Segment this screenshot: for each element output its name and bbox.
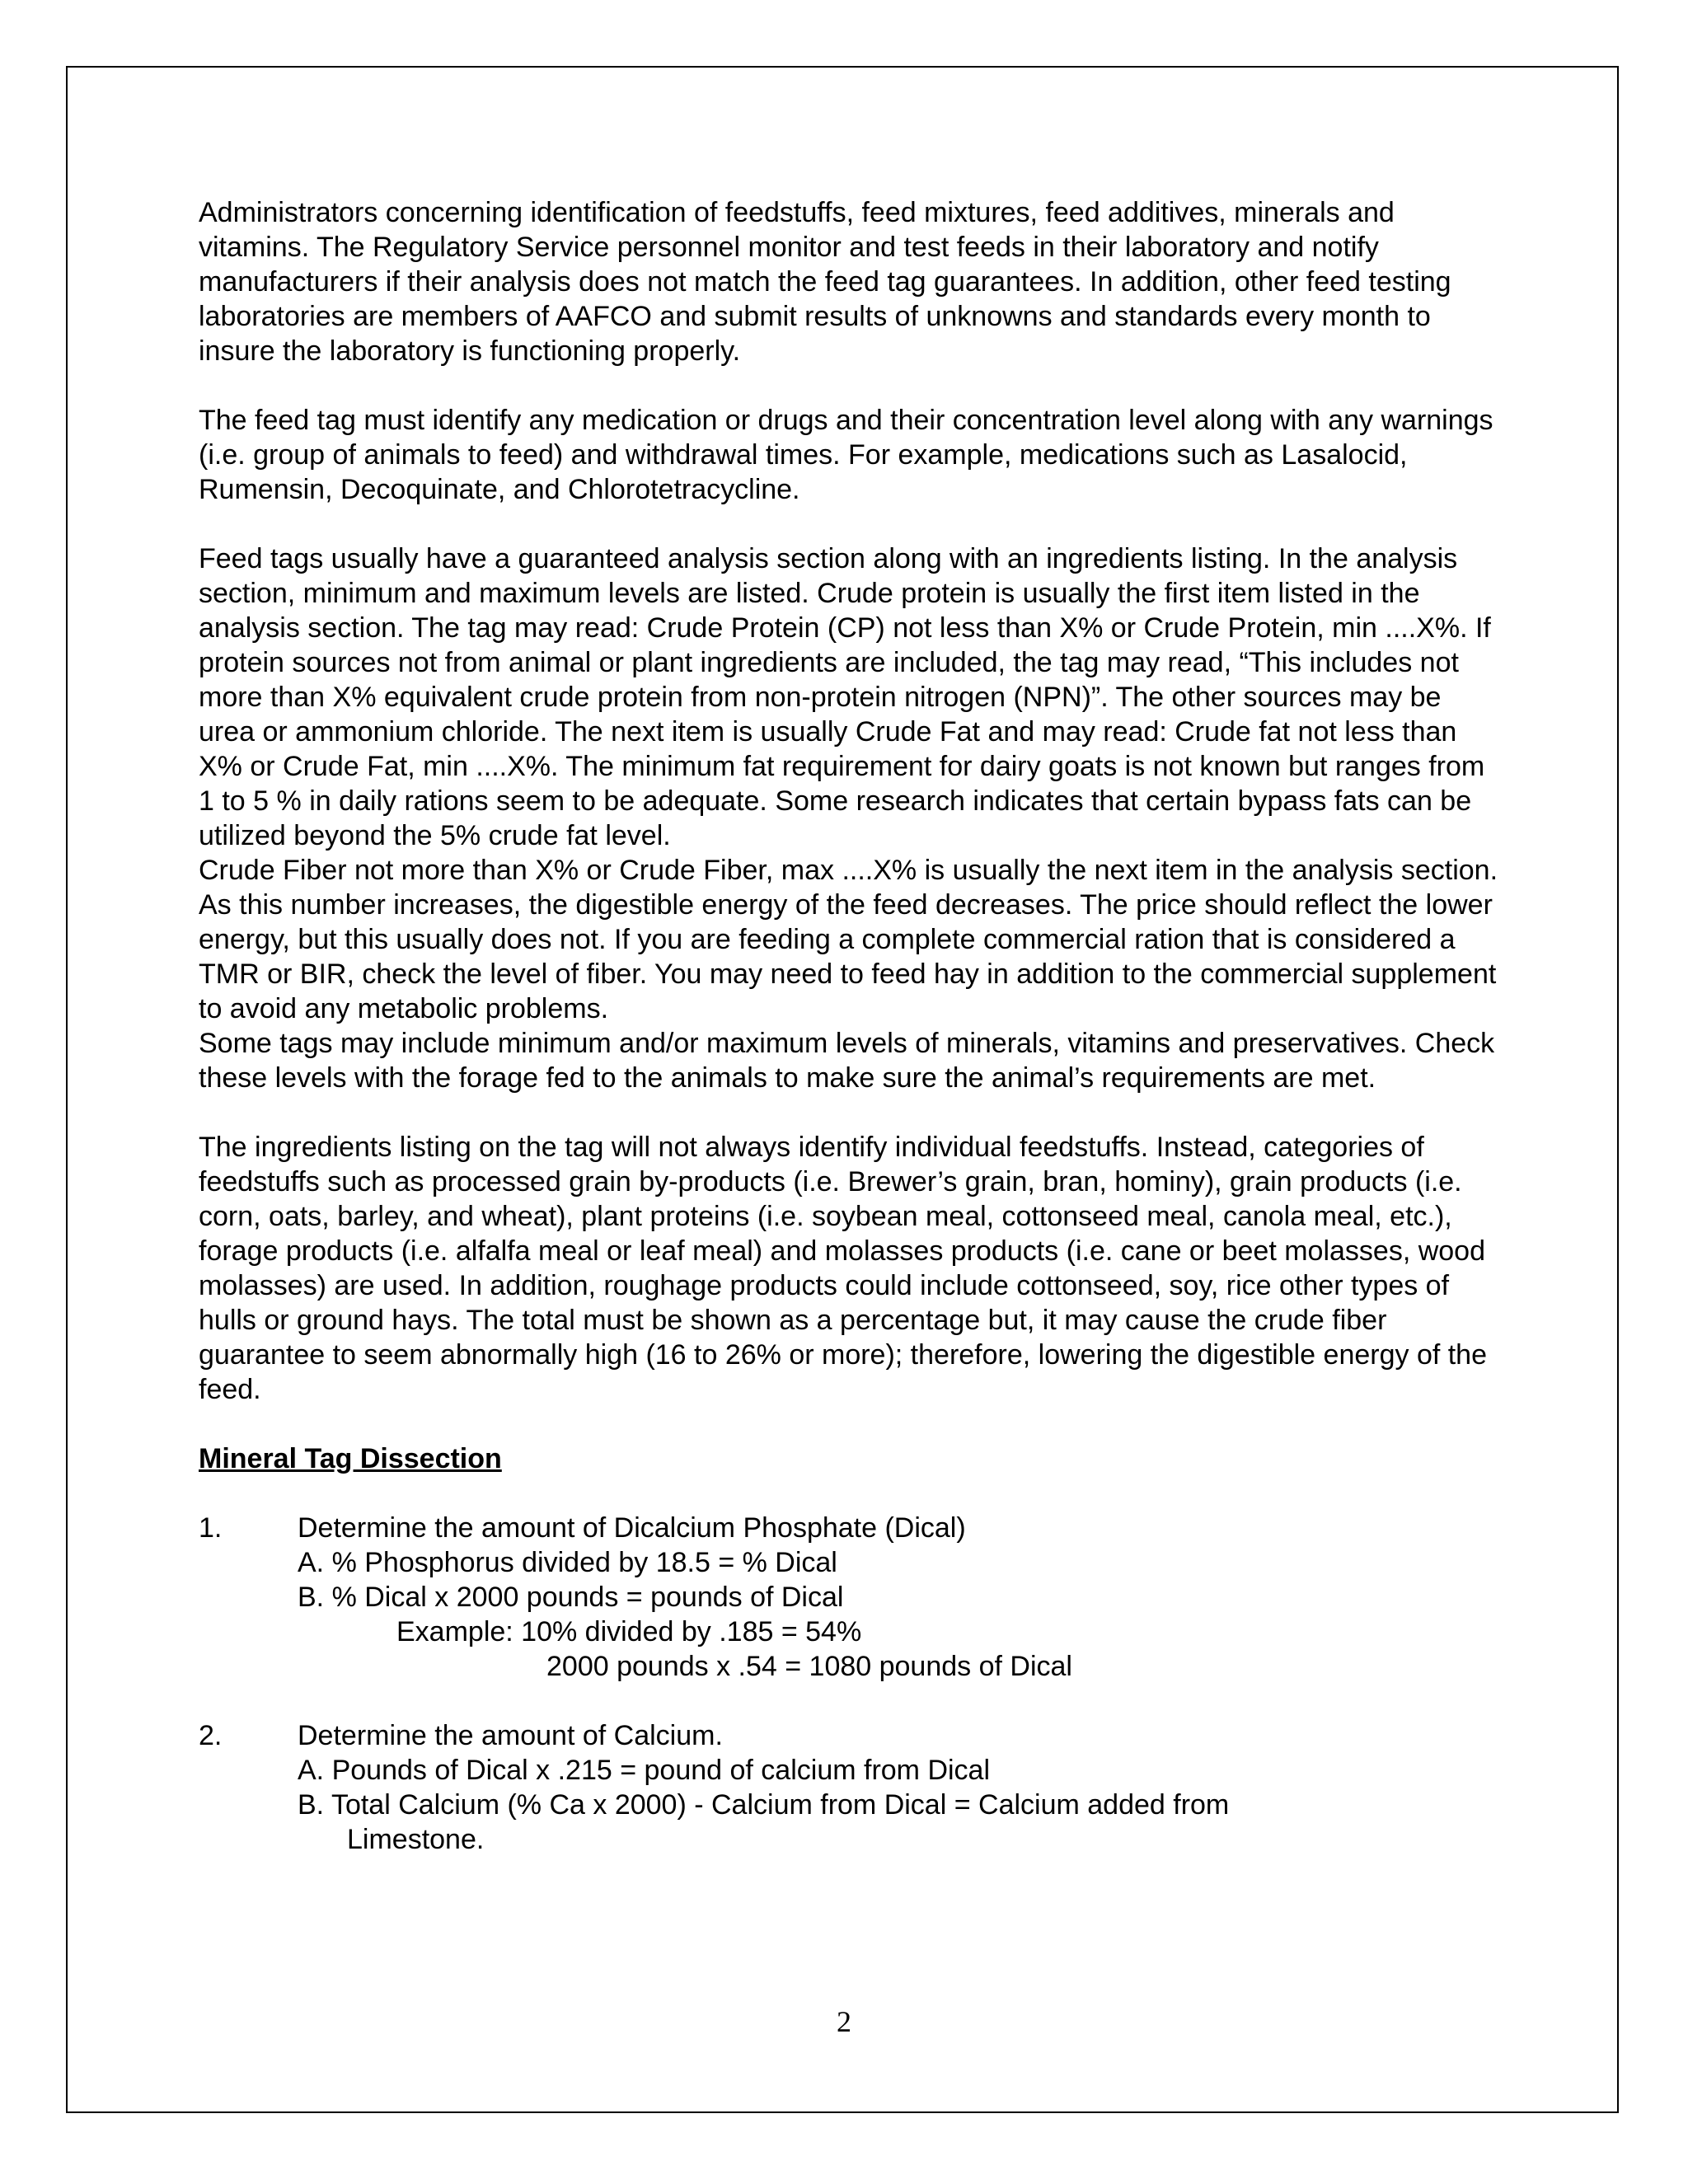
step-number: 2.	[199, 1720, 223, 1751]
step-2-sub-a: A. Pounds of Dical x .215 = pound of calcium from Dical	[298, 1755, 991, 1786]
document-body	[199, 195, 1501, 1857]
paragraph-ingredients: The ingredients listing on the tag will not always identify individual feedstuffs. Instead, categories of feedstuffs such as processed grain by-products (i.e. Brewer’s grain, bran, hominy), grain products (i.e. corn, oats, barley, and wheat), plant proteins (i.e. soybean meal, cottonseed meal, canola meal, etc.), forage products (i.e. alfalfa meal or leaf meal) and molasses products (i.e. cane or beet molasses, wood molasses) are used. In addition, roughage products could include cottonseed, soy, rice other types of hulls or ground hays. The total must be shown as a percentage but, it may cause the crude fiber guarantee to seem abnormally high (16 to 26% or more); therefore, lowering the digestible energy of the feed.	[199, 1132, 1488, 1405]
step-1-sub-a: A. % Phosphorus divided by 18.5 = % Dical	[298, 1547, 837, 1578]
step-text: Determine the amount of Calcium.	[298, 1720, 723, 1751]
section-heading: Mineral Tag Dissection	[199, 1443, 502, 1474]
step-text: Determine the amount of Dicalcium Phosphate (Dical)	[298, 1512, 966, 1544]
paragraph-guaranteed-analysis: Feed tags usually have a guaranteed analysis section along with an ingredients listing. In the analysis section, minimum and maximum levels are listed. Crude protein is usually the first item listed in the analysis section. The tag may read: Crude Protein (CP) not less than X% or Crude Protein, min ....X%. If protein sources not from animal or plant ingredients are included, the tag may read, “This includes not more than X% equivalent crude protein from non-protein nitrogen (NPN)”. The other sources may be urea or ammonium chloride. The next item is usually Crude Fat and may read: Crude fat not less than X% or Crude Fat, min ....X%. The minimum fat requirement for dairy goats is not known but ranges from 1 to 5 % in daily rations seem to be adequate. Some research indicates that certain bypass fats can be utilized beyond the 5% crude fat level.	[199, 543, 1491, 851]
step-2-sub-b-continued: Limestone.	[347, 1824, 485, 1855]
step-2-sub-b: B. Total Calcium (% Ca x 2000) - Calcium from Dical = Calcium added from	[298, 1789, 1230, 1821]
step-number: 1.	[199, 1512, 223, 1544]
paragraph-crude-fiber: Crude Fiber not more than X% or Crude Fiber, max ....X% is usually the next item in the analysis section. As this number increases, the digestible energy of the feed decreases. The price should reflect the lower energy, but this usually does not. If you are feeding a complete commercial ration that is considered a TMR or BIR, check the level of fiber. You may need to feed hay in addition to the commercial supplement to avoid any metabolic problems.	[199, 855, 1498, 1024]
paragraph-minerals-vitamins: Some tags may include minimum and/or maximum levels of minerals, vitamins and preservatives. Check these levels with the forage fed to the animals to make sure the animal’s requirements are met.	[199, 1028, 1495, 1094]
paragraph-medication: The feed tag must identify any medication or drugs and their concentration level along with any warnings (i.e. group of animals to feed) and withdrawal times. For example, medications such as Lasalocid, Rumensin, Decoquinate, and Chlorotetracycline.	[199, 405, 1493, 505]
step-1-example: Example: 10% divided by .185 = 54%	[396, 1616, 862, 1647]
step-1-example-result: 2000 pounds x .54 = 1080 pounds of Dical	[546, 1651, 1072, 1682]
page-number: 2	[837, 2005, 851, 2038]
step-1-sub-b: B. % Dical x 2000 pounds = pounds of Dical	[298, 1582, 844, 1613]
step-1	[199, 1511, 1501, 1545]
paragraph-regulatory: Administrators concerning identification of feedstuffs, feed mixtures, feed additives, minerals and vitamins. The Regulatory Service personnel monitor and test feeds in their laboratory and notify manufacturers if their analysis does not match the feed tag guarantees. In addition, other feed testing laboratories are members of AAFCO and submit results of unknowns and standards every month to insure the laboratory is functioning properly.	[199, 197, 1451, 367]
step-2	[199, 1718, 1501, 1753]
